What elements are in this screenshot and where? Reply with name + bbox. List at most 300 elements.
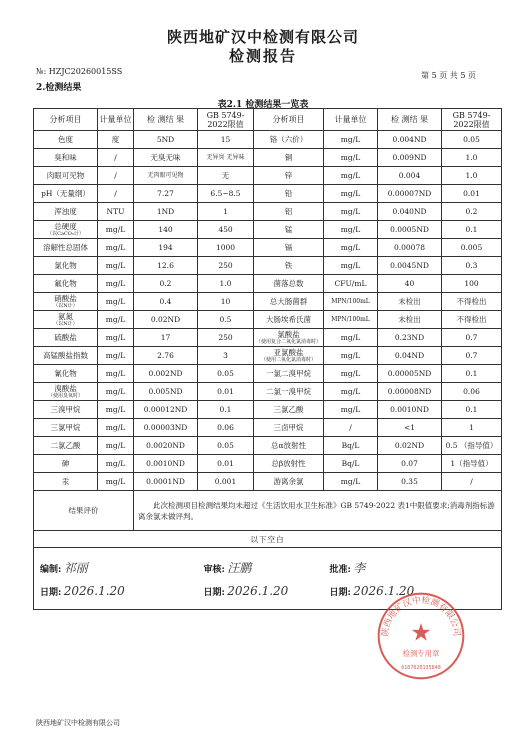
date-label: 日期: <box>203 587 225 598</box>
table-cell <box>134 383 198 401</box>
table-row <box>34 293 502 311</box>
table-cell <box>134 473 198 491</box>
table-row <box>34 149 502 167</box>
cell-value: 0.04ND <box>394 351 425 360</box>
cell-value: 氯化物 <box>54 261 77 270</box>
table-cell <box>442 311 502 329</box>
cell-value: 度 <box>111 135 120 144</box>
table-cell <box>134 419 198 437</box>
cell-value: 氯酸盐 <box>277 330 300 339</box>
cell-value: mg/L <box>340 171 361 180</box>
table-row <box>34 437 502 455</box>
table-cell <box>34 275 98 293</box>
table-row <box>34 167 502 185</box>
table-cell <box>98 419 134 437</box>
cell-value: 100 <box>464 279 479 288</box>
cell-value: 不得检出 <box>456 297 487 306</box>
cell-value: 0.5 （指导值） <box>445 441 498 450</box>
table-cell <box>98 239 134 257</box>
cell-value: 未检出 <box>398 315 421 324</box>
cell-value: mg/L <box>340 405 361 414</box>
table-cell <box>134 221 198 239</box>
table-row <box>34 365 502 383</box>
table-cell <box>378 455 442 473</box>
table-cell <box>198 239 254 257</box>
table-cell <box>324 383 378 401</box>
cell-value: / <box>114 189 117 198</box>
cell-value: 铝 <box>284 207 293 216</box>
table-cell <box>442 419 502 437</box>
table-cell <box>378 311 442 329</box>
cell-value: 1 <box>469 423 474 432</box>
table-cell <box>442 131 502 149</box>
cell-value: 铁 <box>284 261 293 270</box>
table-cell <box>98 257 134 275</box>
table-cell <box>378 419 442 437</box>
cell-value: 0.2 <box>465 207 478 216</box>
cell-value: 菌落总数 <box>273 279 304 288</box>
signature-handwriting: 汪鹏 <box>227 560 252 575</box>
cell-value: 0.05 <box>217 441 234 450</box>
table-row <box>34 383 502 401</box>
table-cell <box>324 311 378 329</box>
table-cell <box>198 221 254 239</box>
table-cell <box>324 131 378 149</box>
cell-value: 0.05 <box>217 369 234 378</box>
cell-value: 250 <box>218 333 233 342</box>
cell-value: 0.00078 <box>393 243 425 252</box>
cell-value: CFU/mL <box>334 279 367 288</box>
table-cell <box>324 329 378 347</box>
cell-value: 无臭无味 <box>150 153 181 162</box>
table-header-row <box>34 109 502 131</box>
table-cell <box>378 185 442 203</box>
table-cell <box>34 455 98 473</box>
table-cell <box>198 329 254 347</box>
cell-value: mg/L <box>340 477 361 486</box>
cell-value: 总β放射性 <box>271 459 306 468</box>
table-cell <box>442 149 502 167</box>
cell-value: mg/L <box>340 261 361 270</box>
signature-handwriting: 李 <box>353 560 366 575</box>
table-cell <box>198 455 254 473</box>
cell-value: / <box>349 423 352 432</box>
cell-value: 0.009ND <box>392 153 427 162</box>
cell-value: 0.0020ND <box>146 441 185 450</box>
seal-number: 6107020135848 <box>401 665 441 672</box>
cell-value: 3 <box>223 351 228 360</box>
table-cell <box>34 383 98 401</box>
cell-value: 12.6 <box>157 261 174 270</box>
cell-value: 0.01 <box>463 189 480 198</box>
table-cell <box>254 131 324 149</box>
cell-subnote: （使用二氧化氯消毒时） <box>260 357 316 363</box>
cell-value: mg/L <box>105 459 126 468</box>
table-cell <box>254 185 324 203</box>
signature-date: 2026.1.20 <box>227 583 289 598</box>
table-row <box>34 203 502 221</box>
table-cell <box>198 401 254 419</box>
cell-value: 10 <box>220 297 231 306</box>
table-cell <box>34 221 98 239</box>
table-cell <box>324 275 378 293</box>
table-cell <box>134 167 198 185</box>
table-cell <box>254 473 324 491</box>
table-cell <box>134 329 198 347</box>
table-cell <box>442 401 502 419</box>
blank-row <box>34 531 502 548</box>
cell-value: 总硬度 <box>54 222 77 231</box>
cell-value: mg/L <box>105 477 126 486</box>
table-cell <box>442 257 502 275</box>
cell-value: mg/L <box>340 153 361 162</box>
cell-value: 0.4 <box>159 297 172 306</box>
table-cell <box>324 437 378 455</box>
cell-value: 0.005ND <box>148 387 183 396</box>
cell-value: 0.00008ND <box>387 387 432 396</box>
cell-value: 0.5 <box>219 315 232 324</box>
table-cell <box>254 311 324 329</box>
table-cell <box>98 347 134 365</box>
cell-value: 0.01 <box>217 459 234 468</box>
table-cell <box>98 365 134 383</box>
cell-value: 0.001 <box>214 477 237 486</box>
cell-value: mg/L <box>105 369 126 378</box>
table-cell <box>98 185 134 203</box>
table-cell <box>254 149 324 167</box>
table-row <box>34 275 502 293</box>
table-cell <box>98 149 134 167</box>
cell-value: mg/L <box>340 225 361 234</box>
table-cell <box>34 419 98 437</box>
table-cell <box>98 455 134 473</box>
table-cell <box>98 383 134 401</box>
cell-value: mg/L <box>340 351 361 360</box>
table-cell <box>98 221 134 239</box>
cell-value: 0.02ND <box>394 441 425 450</box>
official-seal <box>375 590 467 682</box>
table-cell <box>324 347 378 365</box>
cell-value: 0.06 <box>463 387 480 396</box>
cell-value: Bq/L <box>341 459 360 468</box>
evaluation-label: 结果评价 <box>34 491 134 531</box>
cell-value: mg/L <box>105 279 126 288</box>
cell-value: 0.01 <box>217 387 234 396</box>
cell-value: 0.35 <box>401 477 418 486</box>
table-cell <box>378 239 442 257</box>
table-cell <box>134 185 198 203</box>
signature-label: 审核: <box>203 564 225 575</box>
cell-value: pH（无量纲） <box>41 189 90 198</box>
table-cell <box>442 347 502 365</box>
table-cell <box>442 365 502 383</box>
cell-value: mg/L <box>105 441 126 450</box>
table-cell <box>198 149 254 167</box>
table-cell <box>34 437 98 455</box>
cell-value: 1.0 <box>465 171 478 180</box>
cell-value: 0.23ND <box>394 333 425 342</box>
cell-value: 三氯甲烷 <box>50 423 81 432</box>
cell-value: 1000 <box>215 243 236 252</box>
column-header: 计量单位 <box>98 109 134 131</box>
signature-date: 2026.1.20 <box>353 583 415 598</box>
table-cell <box>134 401 198 419</box>
cell-value: mg/L <box>105 261 126 270</box>
table-cell <box>324 239 378 257</box>
cell-value: 色度 <box>58 135 73 144</box>
seal-text: 陕西地矿汉中检测有限公司 <box>380 595 462 637</box>
cell-value: mg/L <box>105 297 126 306</box>
table-cell <box>442 239 502 257</box>
table-cell <box>378 473 442 491</box>
table-cell <box>254 203 324 221</box>
table-row <box>34 347 502 365</box>
table-cell <box>98 329 134 347</box>
cell-value: 1ND <box>156 207 175 216</box>
table-cell <box>98 311 134 329</box>
cell-value: 无异臭 无异味 <box>206 154 245 161</box>
cell-value: 氟化物 <box>54 279 77 288</box>
cell-value: 250 <box>218 261 233 270</box>
cell-value: 镉 <box>284 243 293 252</box>
cell-value: 氰化物 <box>54 369 77 378</box>
table-cell <box>198 203 254 221</box>
cell-subnote: （以N计） <box>53 321 78 327</box>
cell-value: mg/L <box>340 243 361 252</box>
cell-value: NTU <box>106 207 125 216</box>
cell-value: 2.76 <box>157 351 174 360</box>
cell-value: 0.1 <box>219 405 232 414</box>
cell-value: 0.00003ND <box>143 423 188 432</box>
cell-value: 0.0005ND <box>390 225 429 234</box>
table-cell <box>378 203 442 221</box>
table-row <box>34 185 502 203</box>
table-cell <box>198 347 254 365</box>
table-row <box>34 419 502 437</box>
cell-value: mg/L <box>105 423 126 432</box>
cell-value: 0.06 <box>217 423 234 432</box>
cell-value: 0.07 <box>401 459 418 468</box>
table-row <box>34 221 502 239</box>
cell-value: 无肉眼可见物 <box>147 172 184 179</box>
table-cell <box>98 473 134 491</box>
table-row <box>34 329 502 347</box>
table-cell <box>324 365 378 383</box>
seal-star-icon: ★ <box>410 618 432 647</box>
column-header: 检 测结 果 <box>134 109 198 131</box>
table-cell <box>134 131 198 149</box>
report-title: 检测报告 <box>228 47 297 65</box>
table-cell <box>198 293 254 311</box>
cell-value: 臭和味 <box>54 153 77 162</box>
page-info: 第 5 页 共 5 页 <box>421 71 476 80</box>
table-cell <box>98 437 134 455</box>
cell-value: 游离余氯 <box>273 477 304 486</box>
table-cell <box>34 293 98 311</box>
cell-value: 不得检出 <box>456 315 487 324</box>
table-cell <box>254 383 324 401</box>
table-row <box>34 401 502 419</box>
cell-value: 高锰酸盐指数 <box>43 351 88 360</box>
cell-value: mg/L <box>105 225 126 234</box>
table-cell <box>378 437 442 455</box>
table-cell <box>34 131 98 149</box>
cell-value: 5ND <box>156 135 175 144</box>
cell-value: <1 <box>403 423 416 432</box>
table-cell <box>378 257 442 275</box>
table-cell <box>198 473 254 491</box>
table-cell <box>324 167 378 185</box>
table-cell <box>324 185 378 203</box>
table-row <box>34 257 502 275</box>
cell-value: Bq/L <box>341 441 360 450</box>
table-cell <box>378 149 442 167</box>
cell-value: mg/L <box>340 387 361 396</box>
cell-value: 亚氯酸盐 <box>273 348 304 357</box>
table-cell <box>198 131 254 149</box>
cell-value: 氨氮 <box>58 312 73 321</box>
cell-value: 0.0045ND <box>390 261 429 270</box>
cell-value: mg/L <box>105 315 126 324</box>
table-cell <box>198 383 254 401</box>
table-cell <box>324 257 378 275</box>
results-table <box>33 108 502 610</box>
cell-value: 0.00007ND <box>387 189 432 198</box>
cell-value: mg/L <box>340 369 361 378</box>
table-cell <box>34 257 98 275</box>
table-cell <box>34 401 98 419</box>
cell-value: 肉眼可见物 <box>46 171 85 180</box>
cell-value: MPN/100mL <box>331 316 370 323</box>
cell-value: 未检出 <box>398 297 421 306</box>
table-cell <box>442 473 502 491</box>
table-cell <box>378 131 442 149</box>
table-cell <box>378 221 442 239</box>
cell-value: 二氯一溴甲烷 <box>266 387 311 396</box>
signature-block <box>34 548 198 610</box>
cell-value: 1 <box>223 207 228 216</box>
table-cell <box>34 347 98 365</box>
cell-value: 0.005 <box>460 243 483 252</box>
cell-value: mg/L <box>105 351 126 360</box>
table-cell <box>378 365 442 383</box>
table-cell <box>324 455 378 473</box>
table-cell <box>442 437 502 455</box>
cell-value: 0.1 <box>465 225 478 234</box>
table-cell <box>134 239 198 257</box>
table-cell <box>254 455 324 473</box>
signature-block <box>198 548 324 610</box>
cell-value: 0.0010ND <box>390 405 429 414</box>
table-cell <box>442 275 502 293</box>
table-cell <box>254 419 324 437</box>
table-cell <box>254 347 324 365</box>
company-name: 陕西地矿汉中检测有限公司 <box>166 28 359 46</box>
cell-value: 0.7 <box>465 333 478 342</box>
date-label: 日期: <box>40 587 62 598</box>
table-row <box>34 473 502 491</box>
cell-value: 0.7 <box>465 351 478 360</box>
cell-value: 总大肠菌群 <box>269 297 308 306</box>
date-label: 日期: <box>329 587 351 598</box>
table-cell <box>198 419 254 437</box>
cell-value: 1.0 <box>219 279 232 288</box>
cell-value: 17 <box>160 333 171 342</box>
table-cell <box>98 293 134 311</box>
section-title: 2.检测结果 <box>36 83 82 93</box>
table-cell <box>134 455 198 473</box>
table-cell <box>254 329 324 347</box>
table-cell <box>134 437 198 455</box>
table-cell <box>378 329 442 347</box>
column-header: GB 5749-2022限值 <box>198 109 254 131</box>
table-cell <box>378 383 442 401</box>
cell-value: MPN/100mL <box>331 298 370 305</box>
cell-value: 锌 <box>284 171 293 180</box>
cell-value: 0.3 <box>465 261 478 270</box>
cell-value: mg/L <box>340 135 361 144</box>
cell-value: 铅 <box>284 189 293 198</box>
table-cell <box>442 383 502 401</box>
column-header: 分析项目 <box>254 109 324 131</box>
cell-value: mg/L <box>105 387 126 396</box>
table-cell <box>442 455 502 473</box>
table-cell <box>442 221 502 239</box>
table-cell <box>378 167 442 185</box>
cell-subnote: （使用复合二氧化氯消毒时） <box>255 339 321 345</box>
blank-notice: 以下空白 <box>34 531 502 548</box>
table-cell <box>134 149 198 167</box>
cell-value: 0.004 <box>398 171 421 180</box>
cell-value: 三卤甲烷 <box>273 423 304 432</box>
table-cell <box>324 221 378 239</box>
table-cell <box>134 257 198 275</box>
table-cell <box>134 203 198 221</box>
cell-value: mg/L <box>105 405 126 414</box>
evaluation-text: 此次检测项目检测结果均未超过《生活饮用水卫生标准》GB 5749-2022 表1中限值要求;消毒剂指标游离余氯未做评判。 <box>134 491 502 531</box>
report-number: №: HZJC20260015SS <box>36 67 123 76</box>
footer-company: 陕西地矿汉中检测有限公司 <box>36 719 120 727</box>
table-cell <box>324 419 378 437</box>
cell-value: 铜 <box>284 153 293 162</box>
evaluation-row <box>34 491 502 531</box>
seal-subtext: 检测专用章 <box>402 649 440 659</box>
table-cell <box>34 149 98 167</box>
table-cell <box>442 293 502 311</box>
table-cell <box>198 311 254 329</box>
table-cell <box>198 275 254 293</box>
table-cell <box>134 311 198 329</box>
table-cell <box>378 401 442 419</box>
table-cell <box>134 347 198 365</box>
cell-value: / <box>114 171 117 180</box>
cell-subnote: （使用臭氧时） <box>47 393 83 399</box>
cell-value: 溴酸盐 <box>54 384 77 393</box>
table-cell <box>254 293 324 311</box>
table-cell <box>134 365 198 383</box>
cell-value: 0.00012ND <box>143 405 188 414</box>
table-cell <box>34 329 98 347</box>
table-cell <box>34 473 98 491</box>
table-cell <box>34 365 98 383</box>
signature-label: 批准: <box>329 564 351 575</box>
cell-value: 浑浊度 <box>54 207 77 216</box>
cell-value: 450 <box>218 225 233 234</box>
cell-value: mg/L <box>105 333 126 342</box>
table-row <box>34 311 502 329</box>
table-cell <box>378 293 442 311</box>
cell-value: mg/L <box>340 333 361 342</box>
